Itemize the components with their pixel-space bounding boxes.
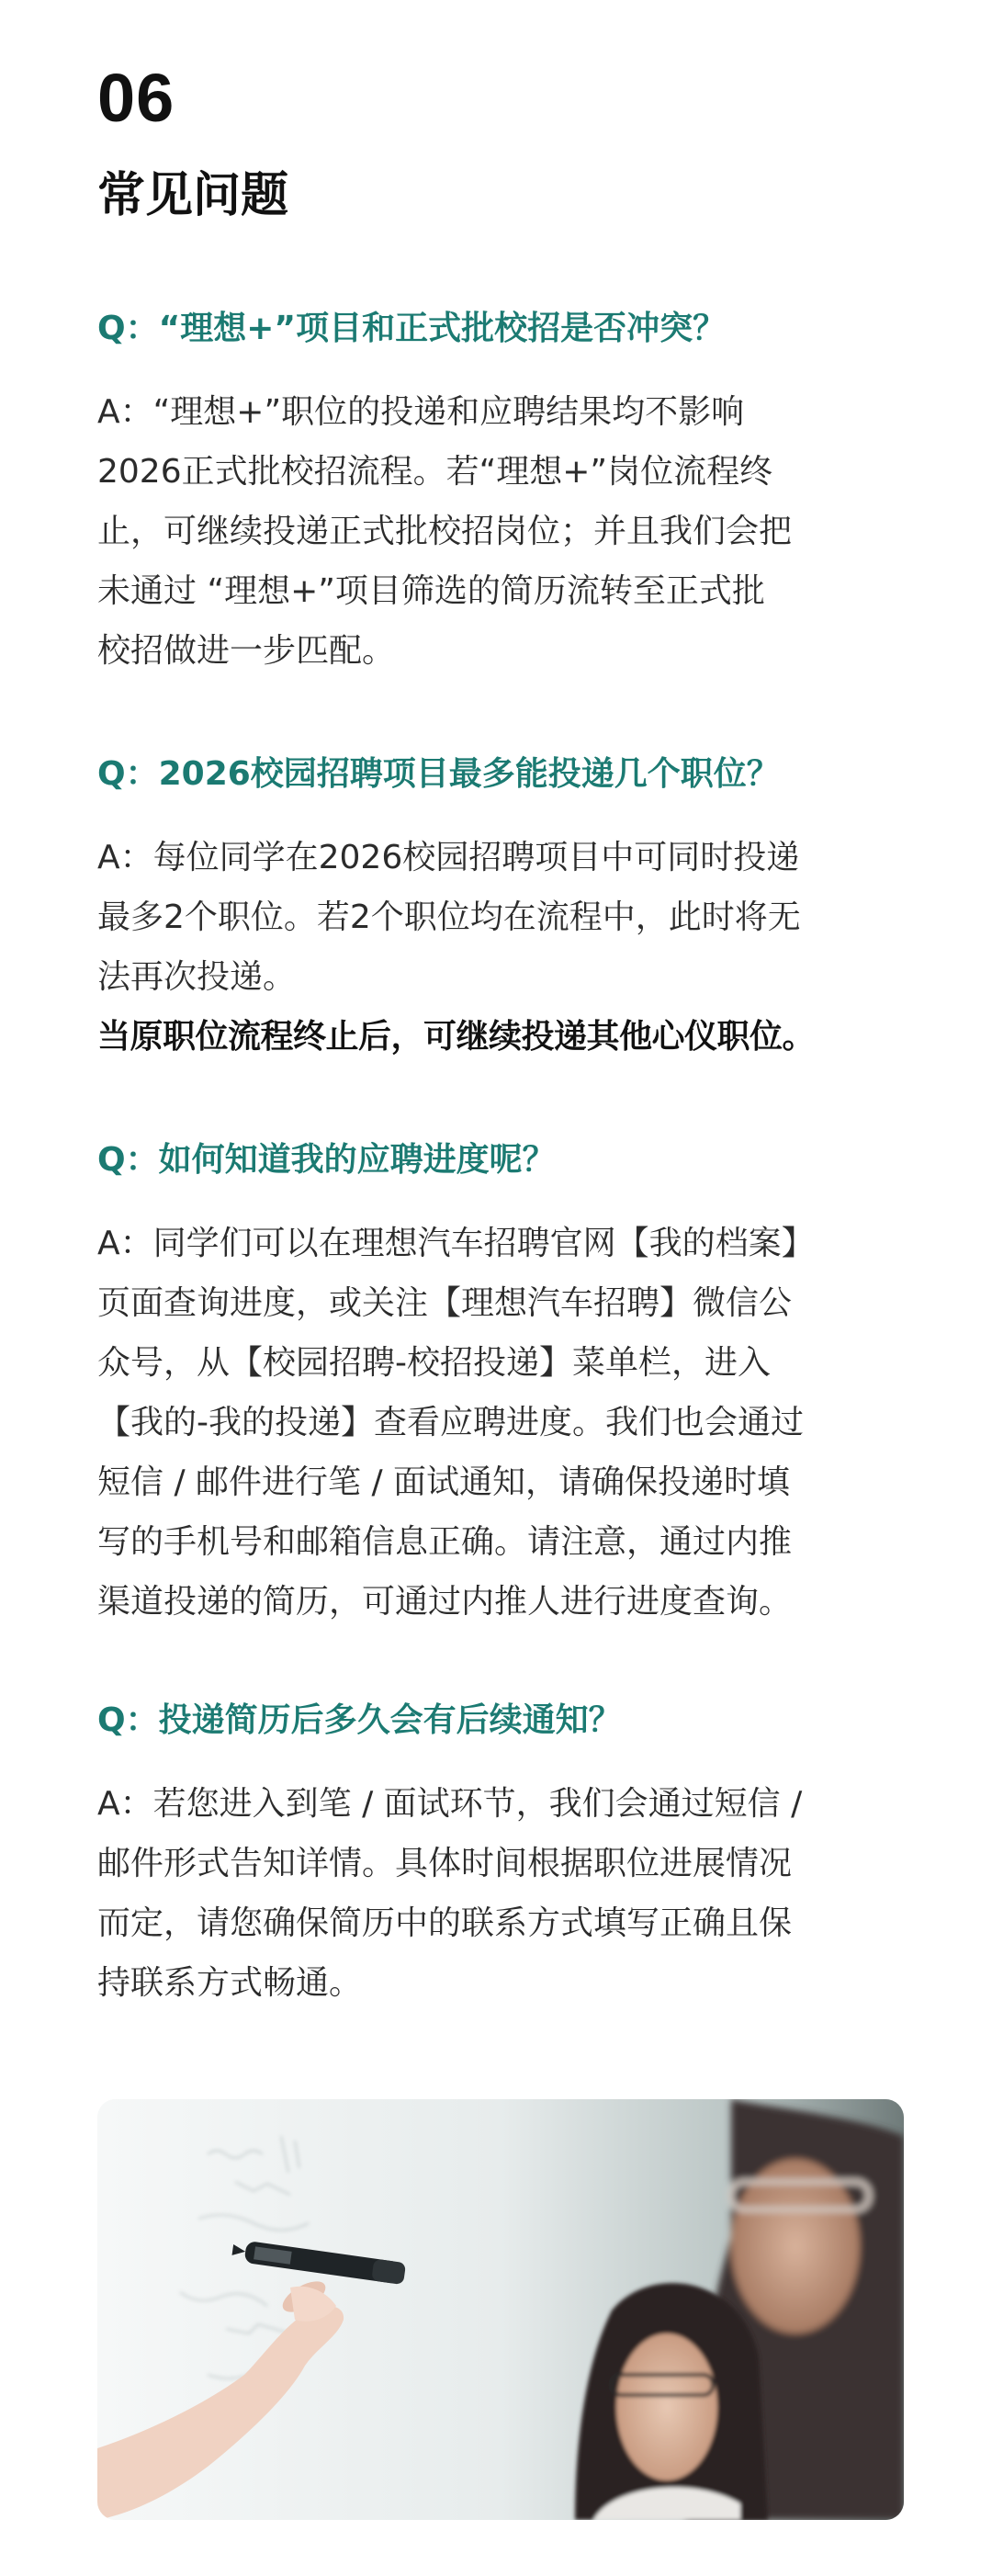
- faq-question: Q：“理想+”项目和正式批校招是否冲突？: [97, 310, 727, 347]
- answer-line: 最多2个职位。若2个职位均在流程中，此时将无: [97, 898, 801, 936]
- answer-line: 【我的-我的投递】查看应聘进度。我们也会通过: [97, 1404, 804, 1441]
- answer-line: 渠道投递的简历，可通过内推人进行进度查询。: [97, 1583, 793, 1621]
- faq-item-2: [97, 749, 924, 1067]
- answer-line: 页面查询进度，或关注【理想汽车招聘】微信公: [97, 1284, 793, 1322]
- faq-answer: [97, 382, 924, 681]
- section-title: 常见问题: [97, 168, 289, 223]
- answer-emphasis: 当原职位流程终止后，可继续投递其他心仪职位。: [97, 1018, 816, 1056]
- answer-line: A：同学们可以在理想汽车招聘官网【我的档案】: [97, 1225, 815, 1262]
- answer-line: A：每位同学在2026校园招聘项目中可同时投递: [97, 839, 800, 876]
- faq-question: Q：2026校园招聘项目最多能投递几个职位？: [97, 755, 780, 793]
- answer-line: 而定，请您确保简历中的联系方式填写正确且保: [97, 1904, 793, 1942]
- answer-line: 邮件形式告知详情。具体时间根据职位进展情况: [97, 1845, 793, 1882]
- answer-line: 法再次投递。: [97, 958, 297, 996]
- answer-line: 众号，从【校园招聘-校招投递】菜单栏，进入: [97, 1344, 771, 1382]
- section-number: 06: [97, 60, 175, 136]
- faq-question: Q：如何知道我的应聘进度呢？: [97, 1141, 556, 1179]
- answer-line: A：若您进入到笔 / 面试环节，我们会通过短信 /: [97, 1785, 803, 1823]
- faq-item-3: [97, 1135, 924, 1632]
- answer-line: A：“理想+”职位的投递和应聘结果均不影响: [97, 393, 745, 431]
- answer-line: 持联系方式畅通。: [97, 1964, 363, 2002]
- answer-line: 写的手机号和邮箱信息正确。请注意，通过内推: [97, 1523, 793, 1561]
- photo-illustration: [97, 2099, 904, 2520]
- students-whiteboard-photo: [97, 2099, 904, 2520]
- faq-item-4: [97, 1695, 924, 2013]
- faq-question: Q：投递简历后多久会有后续通知？: [97, 1701, 622, 1739]
- answer-line: 止，可继续投递正式批校招岗位；并且我们会把: [97, 513, 793, 550]
- faq-answer: [97, 1774, 924, 2013]
- faq-answer: [97, 1214, 924, 1632]
- answer-line: 校招做进一步匹配。: [97, 632, 396, 670]
- answer-line: 未通过 “理想+”项目筛选的简历流转至正式批: [97, 572, 765, 610]
- answer-line: 短信 / 邮件进行笔 / 面试通知，请确保投递时填: [97, 1463, 791, 1501]
- answer-line: 2026正式批校招流程。若“理想+”岗位流程终: [97, 453, 773, 491]
- faq-item-1: [97, 303, 924, 681]
- faq-answer: [97, 828, 924, 1067]
